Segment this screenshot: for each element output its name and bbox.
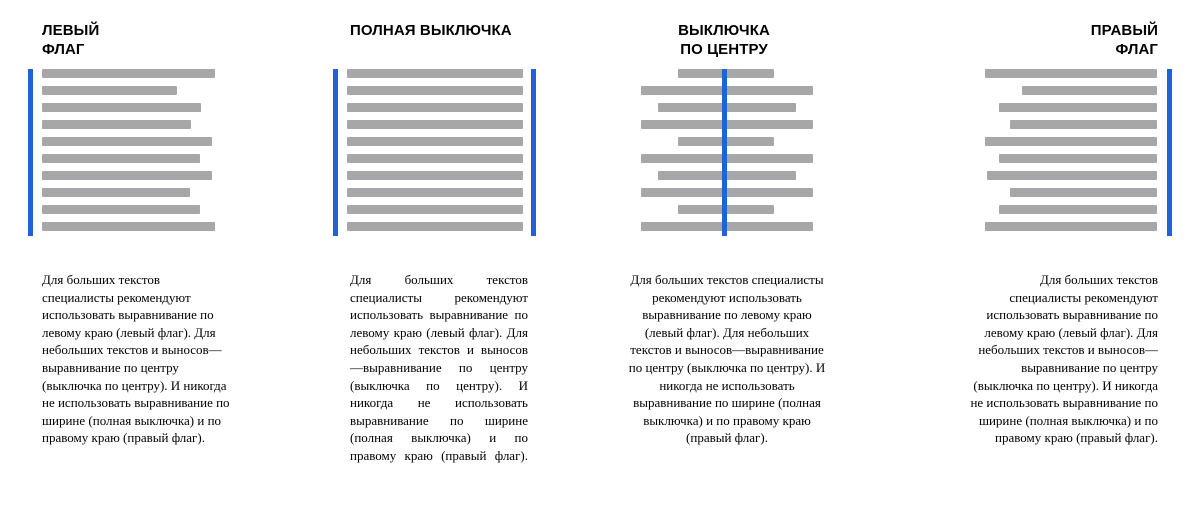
text-line-bar: [347, 86, 523, 95]
text-line-bar: [347, 222, 523, 231]
text-line-bar: [1010, 188, 1157, 197]
alignment-rule: [722, 69, 727, 236]
text-line-bar: [347, 137, 523, 146]
panel-justified: [300, 0, 600, 521]
panel-body-text: Для больших текстов специалисты рекомендуют использовать выравнивание по левому краю (левый флаг). Для небольших текстов и выносов—выравнивание по центру (выключка по центру). И никогда не использовать выравнивание по ширине (полная выключка) и по правому краю (правый флаг).: [970, 272, 1158, 446]
panel-right-flag: [900, 0, 1200, 521]
right-flag-illustration: [984, 69, 1172, 236]
justified-illustration: [333, 69, 538, 236]
panel-title: ЛЕВЫЙ ФЛАГ: [42, 22, 100, 58]
alignment-rule: [28, 69, 33, 236]
panel-body-text: Для больших текстов специалисты рекомендуют использовать выравнивание по левому краю (левый флаг). Для небольших текстов и выносов—выравнивание по центру (выключка по центру). И никогда не использовать выравнивание по ширине (полная выключка) и по правому краю (правый флаг).: [628, 272, 826, 446]
text-line-bar: [641, 188, 813, 197]
text-line-bar: [985, 222, 1157, 231]
text-line-bar: [42, 137, 212, 146]
text-line-bar: [347, 69, 523, 78]
panel-title: ПОЛНАЯ ВЫКЛЮЧКА: [350, 22, 512, 39]
text-line-bar: [987, 171, 1157, 180]
text-line-bar: [347, 188, 523, 197]
text-line-bar: [985, 137, 1157, 146]
text-line-bar: [641, 120, 813, 129]
alignment-rule: [531, 69, 536, 236]
text-line-bar: [999, 103, 1157, 112]
text-line-bar: [658, 103, 796, 112]
text-line-bar: [999, 154, 1157, 163]
text-line-bar: [42, 171, 212, 180]
panel-left-flag: [0, 0, 300, 521]
text-line-bar: [42, 154, 200, 163]
text-line-bar: [1022, 86, 1157, 95]
panel-title: ВЫКЛЮЧКА ПО ЦЕНТРУ: [678, 22, 770, 58]
panel-body-text: Для больших текстов специалисты рекомендуют использовать выравнивание по левому краю (левый флаг). Для небольших текстов и выносов—выравнивание по центру (выключка по центру). И никогда не использовать выравнивание по ширине (полная выключка) и по правому краю (правый флаг).: [42, 272, 230, 446]
text-line-bar: [658, 171, 796, 180]
text-line-bar: [42, 188, 190, 197]
text-line-bar: [42, 120, 191, 129]
text-line-bar: [347, 120, 523, 129]
alignment-rule: [1167, 69, 1172, 236]
text-line-bar: [347, 103, 523, 112]
text-line-bar: [985, 69, 1157, 78]
text-line-bar: [1010, 120, 1157, 129]
text-line-bar: [999, 205, 1157, 214]
text-line-bar: [641, 222, 813, 231]
text-line-bar: [42, 103, 201, 112]
text-line-bar: [347, 205, 523, 214]
alignment-rule: [333, 69, 338, 236]
text-line-bar: [42, 69, 215, 78]
text-line-bar: [42, 205, 200, 214]
left-flag-illustration: [28, 69, 228, 236]
centered-illustration: [638, 69, 818, 236]
text-line-bar: [347, 154, 523, 163]
panel-title: ПРАВЫЙ ФЛАГ: [1090, 22, 1158, 58]
text-line-bar: [641, 86, 813, 95]
text-line-bar: [42, 222, 215, 231]
text-line-bar: [641, 154, 813, 163]
text-line-bar: [347, 171, 523, 180]
panel-body-text: Для больших текстов специалисты рекомендуют использовать выравнивание по левому краю (левый флаг). Для небольших текстов и выносов—выравнивание по центру (выключка по центру). И никогда не использовать выравнивание по ширине (полная выключка) и по правому краю (правый флаг).: [350, 272, 528, 463]
panel-centered: [600, 0, 900, 521]
text-line-bar: [42, 86, 177, 95]
